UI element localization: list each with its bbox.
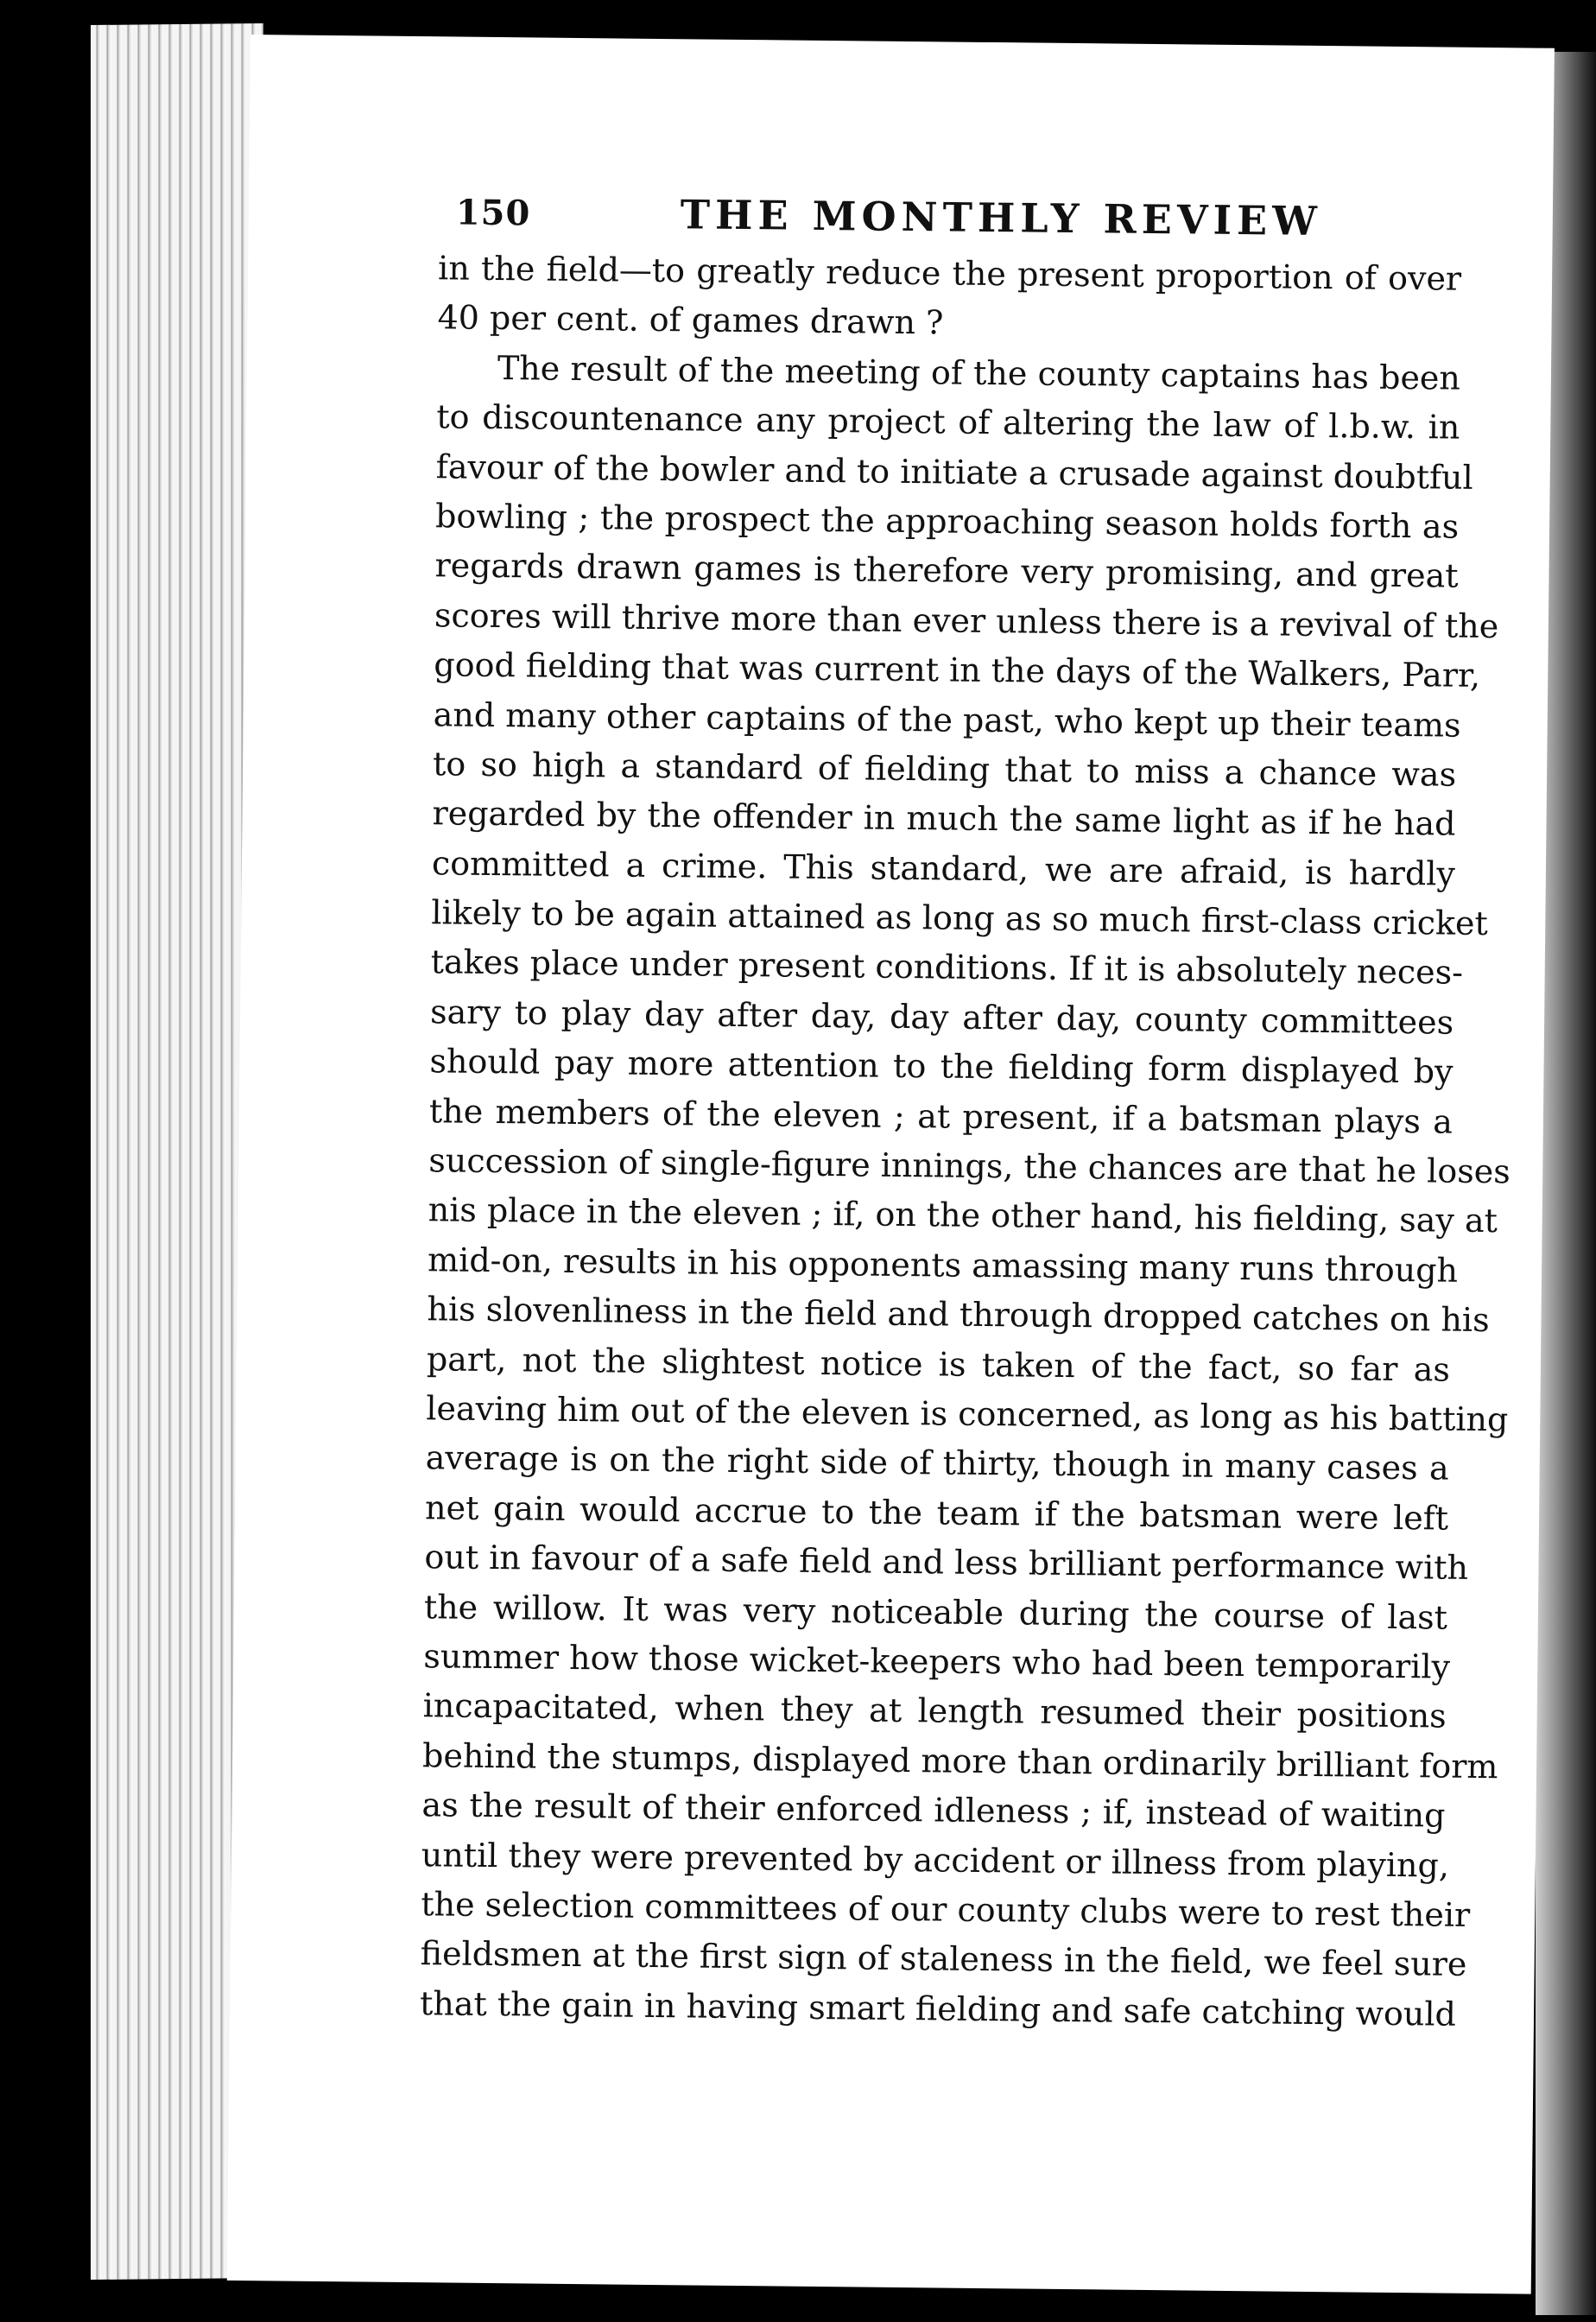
text-line: that the gain in having smart fielding and safe catching would [419,1983,1457,2033]
text-line: takes place under present conditions. If it is absolutely neces- [430,942,1464,993]
text-line: part, not the slightest notice is taken of the fact, so far as [426,1339,1451,1389]
running-head: THE MONTHLY REVIEW [680,191,1323,245]
text-line: likely to be again attained as long as so much first-class cricket [431,893,1489,943]
text-line: should pay more attention to the fielding form displayed by [429,1042,1454,1091]
text-line: the members of the eleven ; at present, if a batsman plays a [428,1091,1454,1141]
text-line: out in favour of a safe field and less brilliant performance with [424,1538,1469,1588]
text-line: nis place in the eleven ; if, on the other hand, his fielding, say at [428,1190,1498,1240]
text-line: as the result of their enforced idleness ; if, instead of waiting [421,1786,1446,1835]
text-line: regarded by the offender in much the same light as if he had [432,794,1456,843]
text-line: leaving him out of the eleven is concerned, as long as his batting [426,1389,1509,1439]
text-line: the willow. It was very noticeable during the course of last [423,1587,1448,1637]
text-line: his slovenliness in the field and through dropped catches on his [427,1290,1490,1340]
text-line: mid-on, results in his opponents amassing many runs through [427,1240,1459,1290]
text-line: good fielding that was current in the days of the Walkers, Parr, [434,645,1481,695]
body-text [419,244,1510,2039]
text-line: succession of single-figure innings, the chances are that he loses [428,1141,1510,1191]
text-line: The result of the meeting of the county captains has been [497,348,1461,397]
text-line: committed a crime. This standard, we are afraid, is hardly [431,843,1456,893]
text-line: scores will thrive more than ever unless there is a revival of the [434,596,1499,645]
text-line: behind the stumps, displayed more than ordinarily brilliant form [421,1735,1498,1786]
text-line: regards drawn games is therefore very promising, and great [434,546,1459,596]
text-line: until they were prevented by accident or illness from playing, [421,1835,1450,1885]
text-line: to discountenance any project of altering the law of l.b.w. in [436,397,1460,447]
text-line: fieldsmen at the first sign of staleness in the field, we feel sure [420,1934,1467,1984]
text-line: to so high a standard of fielding that to miss a chance was [432,745,1457,794]
page-number: 150 [455,192,531,234]
book-page [227,35,1555,2294]
text-line: net gain would accrue to the team if the batsman were left [424,1488,1449,1538]
text-line: summer how those wicket-keepers who had been temporarily [423,1637,1451,1686]
text-line: average is on the right side of thirty, though in many cases a [425,1438,1449,1488]
text-line: bowling ; the prospect the approaching season holds forth as [434,497,1460,546]
text-line: incapacitated, when they at length resumed their positions [422,1686,1447,1735]
text-line: in the field—to greatly reduce the present proportion of over [437,249,1462,298]
text-line: and many other captains of the past, who kept up their teams [433,695,1461,745]
text-line: favour of the bowler and to initiate a crusade against doubtful [435,447,1473,497]
text-line: sary to play day after day, day after day, county committees [429,993,1454,1042]
text-line: the selection committees of our county clubs were to rest their [421,1885,1471,1934]
text-line: 40 per cent. of games drawn ? [437,298,944,342]
